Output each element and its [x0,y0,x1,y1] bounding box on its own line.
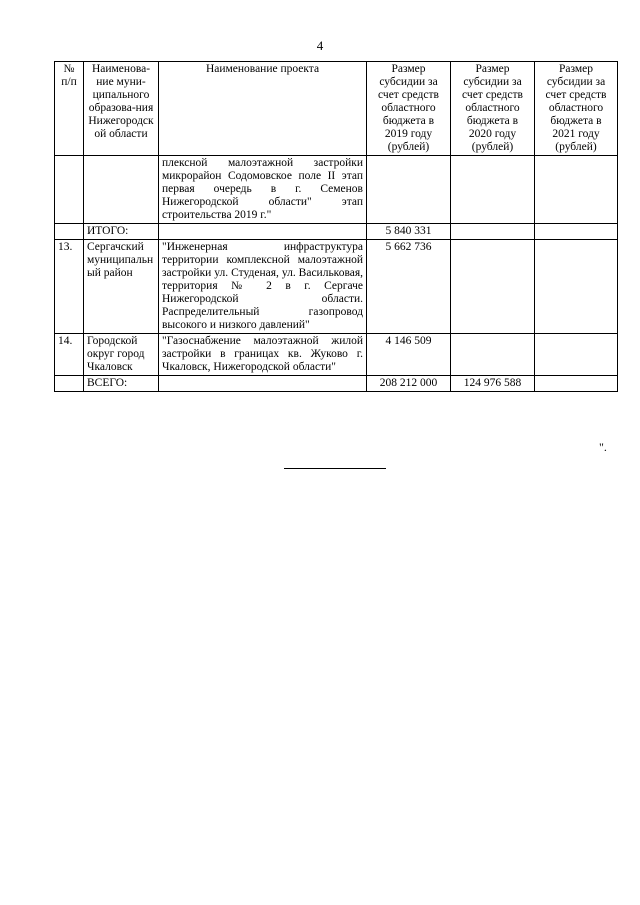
header-num: № п/п [55,62,84,156]
cell-project: плексной малоэтажной застройки микрорайон Содомовское поле II этап первая очередь в г. Семенов Нижегородской области" этап строительства 2019 г." [159,156,367,224]
cell-subsidy-2021 [535,240,618,334]
table-row [55,334,618,376]
cell-subsidy-2019: 5 662 736 [367,240,451,334]
cell-subsidy-2020 [451,156,535,224]
cell-subsidy-2019: 5 840 331 [367,224,451,240]
cell-project: "Газоснабжение малоэтажной жилой застройки в границах кв. Жуково г. Чкаловск, Нижегородской области" [159,334,367,376]
cell-municipality [84,156,159,224]
cell-project: "Инженерная инфраструктура территории комплексной малоэтажной застройки ул. Студеная, ул. Васильковая, территория № 2 в г. Сергаче Нижегородской области. Распределительный газопровод высокого и низкого давлений" [159,240,367,334]
header-project: Наименование проекта [159,62,367,156]
cell-subsidy-2019: 208 212 000 [367,376,451,392]
subsidy-table [54,61,618,392]
header-subsidy-2019: Размер субсидии за счет средств областного бюджета в 2019 году (рублей) [367,62,451,156]
cell-subsidy-2021 [535,224,618,240]
cell-num: 14. [55,334,84,376]
header-subsidy-2020: Размер субсидии за счет средств областного бюджета в 2020 году (рублей) [451,62,535,156]
cell-subsidy-2021 [535,334,618,376]
cell-subsidy-2019: 4 146 509 [367,334,451,376]
cell-municipality: Сергачский муниципальный район [84,240,159,334]
header-municipality: Наименова-ние муни-ципального образова-ния Нижегородской области [84,62,159,156]
table-header-row [55,62,618,156]
table-row [55,156,618,224]
table-row [55,240,618,334]
table-row-subtotal [55,224,618,240]
cell-subsidy-2020: 124 976 588 [451,376,535,392]
cell-subsidy-2020 [451,224,535,240]
cell-num [55,156,84,224]
cell-subsidy-2019 [367,156,451,224]
cell-project [159,376,367,392]
table-row-total [55,376,618,392]
cell-num: 13. [55,240,84,334]
cell-num [55,224,84,240]
cell-subsidy-2021 [535,376,618,392]
closing-quote-mark: ". [599,440,607,454]
cell-num [55,376,84,392]
cell-subsidy-2020 [451,240,535,334]
cell-total-label: ВСЕГО: [84,376,159,392]
cell-subtotal-label: ИТОГО: [84,224,159,240]
page-number: 4 [316,38,324,53]
cell-project [159,224,367,240]
header-subsidy-2021: Размер субсидии за счет средств областного бюджета в 2021 году (рублей) [535,62,618,156]
end-divider-line [284,468,386,469]
cell-municipality: Городской округ город Чкаловск [84,334,159,376]
cell-subsidy-2021 [535,156,618,224]
cell-subsidy-2020 [451,334,535,376]
